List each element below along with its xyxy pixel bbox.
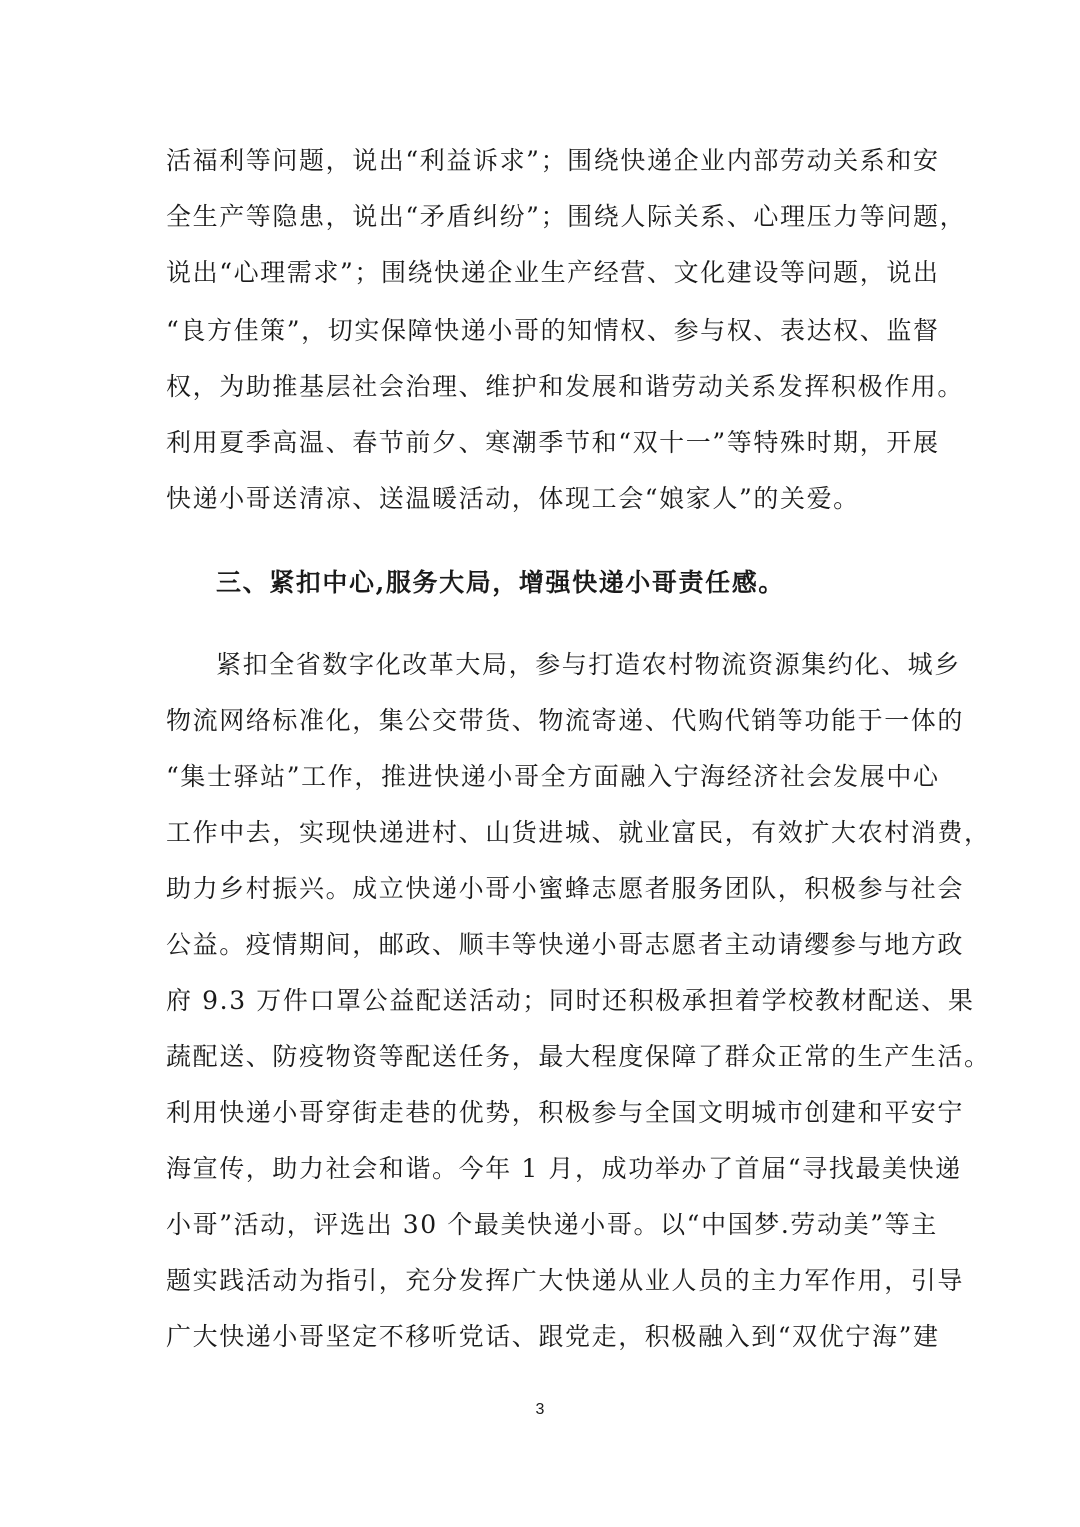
paragraph-1-line-7: 快递小哥送清凉、送温暖活动，体现工会“娘家人”的关爱。: [166, 484, 860, 513]
paragraph-1-line-2: 全生产等隐患，说出“矛盾纠纷”；围绕人际关系、心理压力等问题，: [166, 202, 967, 231]
paragraph-2-line-12: 题实践活动为指引，充分发挥广大快递从业人员的主力军作用，引导: [166, 1266, 965, 1295]
section-heading: 三、紧扣中心,服务大局，增强快递小哥责任感。: [216, 568, 785, 597]
paragraph-2-line-4: 工作中去，实现快递进村、山货进城、就业富民，有效扩大农村消费，: [166, 818, 991, 847]
paragraph-2-line-2: 物流网络标准化，集公交带货、物流寄递、代购代销等功能于一体的: [166, 706, 965, 735]
paragraph-2-line-9: 利用快递小哥穿街走巷的优势，积极参与全国文明城市创建和平安宁: [166, 1098, 965, 1127]
paragraph-1-line-6: 利用夏季高温、春节前夕、寒潮季节和“双十一”等特殊时期，开展: [166, 428, 940, 457]
paragraph-1-line-5: 权，为助推基层社会治理、维护和发展和谐劳动关系发挥积极作用。: [166, 372, 965, 401]
paragraph-2-line-8: 蔬配送、防疫物资等配送任务，最大程度保障了群众正常的生产生活。: [166, 1042, 991, 1071]
paragraph-2-line-3: “集士驿站”工作，推进快递小哥全方面融入宁海经济社会发展中心: [166, 762, 940, 791]
paragraph-1-line-4: “良方佳策”，切实保障快递小哥的知情权、参与权、表达权、监督: [166, 316, 940, 345]
page-number: 3: [535, 1401, 545, 1418]
paragraph-2-line-10: 海宣传，助力社会和谐。今年 1 月，成功举办了首届“寻找最美快递: [166, 1154, 962, 1183]
paragraph-1-line-3: 说出“心理需求”；围绕快递企业生产经营、文化建设等问题，说出: [166, 258, 940, 287]
paragraph-2-line-5: 助力乡村振兴。成立快递小哥小蜜蜂志愿者服务团队，积极参与社会: [166, 874, 965, 903]
paragraph-1-line-1: 活福利等问题，说出“利益诉求”；围绕快递企业内部劳动关系和安: [166, 146, 940, 175]
paragraph-2-line-11: 小哥”活动，评选出 30 个最美快递小哥。以“中国梦.劳动美”等主: [166, 1210, 938, 1239]
paragraph-2-line-1: 紧扣全省数字化改革大局，参与打造农村物流资源集约化、城乡: [216, 650, 961, 679]
paragraph-2-line-13: 广大快递小哥坚定不移听党话、跟党走，积极融入到“双优宁海”建: [166, 1322, 940, 1351]
paragraph-2-line-6: 公益。疫情期间，邮政、顺丰等快递小哥志愿者主动请缨参与地方政: [166, 930, 965, 959]
paragraph-2-line-7: 府 9.3 万件口罩公益配送活动；同时还积极承担着学校教材配送、果: [166, 986, 975, 1015]
